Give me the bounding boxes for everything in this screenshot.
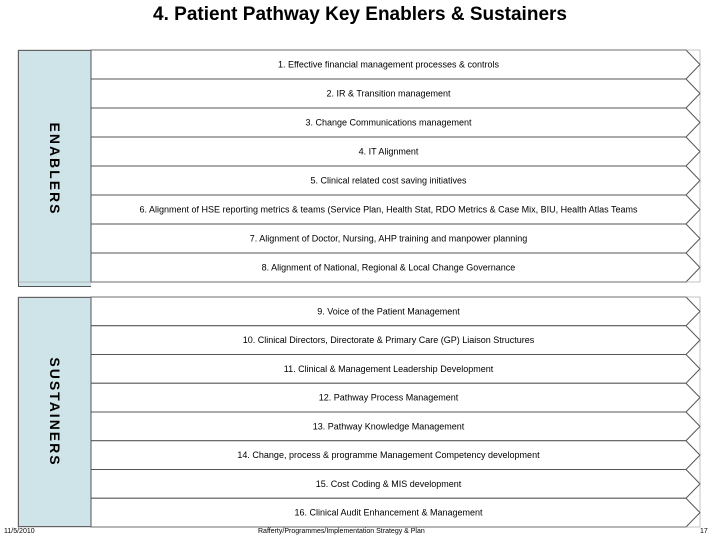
row-label: 4. IT Alignment — [358, 146, 419, 157]
row-label: 11. Clinical & Management Leadership Development — [283, 363, 494, 374]
row-label: 12. Pathway Process Management — [318, 392, 459, 403]
row-label: 2. IR & Transition management — [326, 88, 451, 99]
footer-date: 11/5/2010 — [4, 528, 35, 535]
row-label: 3. Change Communications management — [305, 117, 472, 128]
footer-page: 17 — [700, 528, 708, 535]
page-title: 4. Patient Pathway Key Enablers & Sustainers — [153, 4, 567, 25]
row-label: 10. Clinical Directors, Directorate & Primary Care (GP) Liaison Structures — [242, 335, 535, 346]
row-label: 1. Effective financial management processes & controls — [278, 59, 499, 70]
row-label: 9. Voice of the Patient Management — [317, 306, 460, 317]
row-label: 16. Clinical Audit Enhancement & Management — [294, 507, 483, 518]
footer-center: Rafferty/Programmes/Implementation Strategy & Plan — [258, 528, 425, 535]
row-label: 14. Change, process & programme Management Competency development — [237, 450, 540, 461]
row-label: 6. Alignment of HSE reporting metrics & teams (Service Plan, Health Stat, RDO Metrics & Case Mix, BIU, Health Atlas Teams — [139, 204, 638, 215]
row-label: 5. Clinical related cost saving initiatives — [310, 175, 467, 186]
row-label: 15. Cost Coding & MIS development — [315, 478, 462, 489]
enablers-label-text: ENABLERS — [47, 121, 63, 216]
sustainers-label-text: SUSTAINERS — [47, 357, 63, 467]
row-label: 8. Alignment of National, Regional & Local Change Governance — [261, 262, 516, 273]
row-label: 13. Pathway Knowledge Management — [312, 421, 465, 432]
row-label: 7. Alignment of Doctor, Nursing, AHP training and manpower planning — [249, 233, 528, 244]
